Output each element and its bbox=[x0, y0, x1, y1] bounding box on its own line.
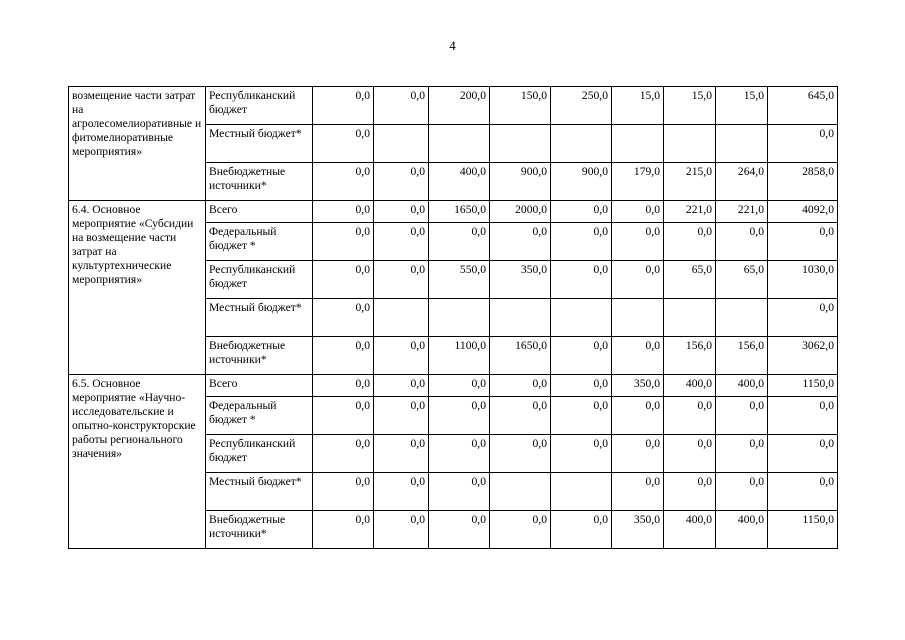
value-cell: 0,0 bbox=[313, 299, 374, 337]
value-cell: 0,0 bbox=[313, 163, 374, 201]
total-cell: 4092,0 bbox=[768, 201, 838, 223]
value-cell: 0,0 bbox=[429, 435, 490, 473]
value-cell: 0,0 bbox=[374, 163, 429, 201]
value-cell bbox=[490, 473, 551, 511]
funding-source-cell: Федеральный бюджет * bbox=[206, 397, 313, 435]
value-cell: 0,0 bbox=[490, 435, 551, 473]
value-cell: 0,0 bbox=[429, 473, 490, 511]
value-cell: 15,0 bbox=[612, 87, 664, 125]
value-cell: 2000,0 bbox=[490, 201, 551, 223]
value-cell: 0,0 bbox=[313, 337, 374, 375]
table-row bbox=[69, 87, 838, 125]
value-cell: 150,0 bbox=[490, 87, 551, 125]
value-cell: 0,0 bbox=[429, 511, 490, 549]
funding-source-cell: Местный бюджет* bbox=[206, 125, 313, 163]
value-cell: 15,0 bbox=[664, 87, 716, 125]
funding-source-cell: Всего bbox=[206, 201, 313, 223]
value-cell: 0,0 bbox=[551, 261, 612, 299]
total-cell: 0,0 bbox=[768, 473, 838, 511]
value-cell: 0,0 bbox=[664, 223, 716, 261]
funding-source-cell: Внебюджетные источники* bbox=[206, 337, 313, 375]
value-cell: 0,0 bbox=[551, 397, 612, 435]
value-cell: 0,0 bbox=[429, 223, 490, 261]
value-cell: 900,0 bbox=[551, 163, 612, 201]
funding-source-cell: Внебюджетные источники* bbox=[206, 163, 313, 201]
total-cell: 2858,0 bbox=[768, 163, 838, 201]
value-cell: 0,0 bbox=[313, 511, 374, 549]
value-cell: 0,0 bbox=[313, 87, 374, 125]
funding-source-cell: Внебюджетные источники* bbox=[206, 511, 313, 549]
value-cell: 900,0 bbox=[490, 163, 551, 201]
value-cell bbox=[551, 473, 612, 511]
table-row bbox=[69, 375, 838, 397]
value-cell: 0,0 bbox=[551, 223, 612, 261]
value-cell bbox=[612, 299, 664, 337]
value-cell: 550,0 bbox=[429, 261, 490, 299]
value-cell: 0,0 bbox=[374, 473, 429, 511]
value-cell: 0,0 bbox=[374, 87, 429, 125]
value-cell: 0,0 bbox=[551, 435, 612, 473]
value-cell: 0,0 bbox=[313, 473, 374, 511]
total-cell: 0,0 bbox=[768, 435, 838, 473]
value-cell: 0,0 bbox=[374, 435, 429, 473]
funding-source-cell: Республиканский бюджет bbox=[206, 87, 313, 125]
funding-source-cell: Федеральный бюджет * bbox=[206, 223, 313, 261]
value-cell: 0,0 bbox=[551, 511, 612, 549]
value-cell: 350,0 bbox=[612, 511, 664, 549]
value-cell: 0,0 bbox=[374, 511, 429, 549]
value-cell bbox=[664, 125, 716, 163]
value-cell bbox=[490, 299, 551, 337]
value-cell: 65,0 bbox=[664, 261, 716, 299]
value-cell: 179,0 bbox=[612, 163, 664, 201]
value-cell bbox=[716, 299, 768, 337]
value-cell: 1100,0 bbox=[429, 337, 490, 375]
value-cell: 0,0 bbox=[313, 435, 374, 473]
value-cell: 1650,0 bbox=[429, 201, 490, 223]
value-cell: 350,0 bbox=[490, 261, 551, 299]
value-cell: 1650,0 bbox=[490, 337, 551, 375]
value-cell: 0,0 bbox=[490, 375, 551, 397]
value-cell: 0,0 bbox=[374, 337, 429, 375]
value-cell: 0,0 bbox=[313, 397, 374, 435]
value-cell: 0,0 bbox=[429, 375, 490, 397]
value-cell: 0,0 bbox=[551, 201, 612, 223]
page-number: 4 bbox=[449, 38, 456, 53]
value-cell: 0,0 bbox=[313, 375, 374, 397]
value-cell: 0,0 bbox=[313, 201, 374, 223]
funding-source-cell: Местный бюджет* bbox=[206, 299, 313, 337]
value-cell: 0,0 bbox=[551, 375, 612, 397]
value-cell bbox=[490, 125, 551, 163]
measure-cell: 6.5. Основное мероприятие «Научно-исследовательские и опытно-конструкторские работы регионального значения» bbox=[69, 375, 206, 549]
value-cell: 350,0 bbox=[612, 375, 664, 397]
value-cell: 0,0 bbox=[612, 223, 664, 261]
value-cell: 156,0 bbox=[716, 337, 768, 375]
value-cell: 0,0 bbox=[612, 337, 664, 375]
value-cell: 0,0 bbox=[374, 261, 429, 299]
total-cell: 0,0 bbox=[768, 223, 838, 261]
value-cell: 0,0 bbox=[664, 473, 716, 511]
value-cell: 0,0 bbox=[490, 397, 551, 435]
table-row bbox=[69, 201, 838, 223]
measure-cell: 6.4. Основное мероприятие «Субсидии на возмещение части затрат на культуртехнические мероприятия» bbox=[69, 201, 206, 375]
value-cell: 400,0 bbox=[664, 511, 716, 549]
value-cell: 0,0 bbox=[716, 435, 768, 473]
value-cell: 400,0 bbox=[664, 375, 716, 397]
value-cell bbox=[429, 125, 490, 163]
value-cell: 0,0 bbox=[716, 473, 768, 511]
value-cell: 250,0 bbox=[551, 87, 612, 125]
total-cell: 3062,0 bbox=[768, 337, 838, 375]
value-cell: 0,0 bbox=[551, 337, 612, 375]
value-cell: 0,0 bbox=[374, 375, 429, 397]
value-cell: 0,0 bbox=[664, 435, 716, 473]
value-cell: 0,0 bbox=[374, 201, 429, 223]
value-cell: 215,0 bbox=[664, 163, 716, 201]
value-cell bbox=[374, 299, 429, 337]
value-cell bbox=[551, 299, 612, 337]
value-cell: 0,0 bbox=[490, 511, 551, 549]
value-cell: 156,0 bbox=[664, 337, 716, 375]
funding-source-cell: Всего bbox=[206, 375, 313, 397]
total-cell: 0,0 bbox=[768, 299, 838, 337]
value-cell: 0,0 bbox=[374, 397, 429, 435]
value-cell: 0,0 bbox=[313, 125, 374, 163]
value-cell bbox=[612, 125, 664, 163]
value-cell: 400,0 bbox=[429, 163, 490, 201]
value-cell: 0,0 bbox=[716, 397, 768, 435]
value-cell: 0,0 bbox=[612, 435, 664, 473]
value-cell: 0,0 bbox=[490, 223, 551, 261]
value-cell: 65,0 bbox=[716, 261, 768, 299]
value-cell: 15,0 bbox=[716, 87, 768, 125]
total-cell: 0,0 bbox=[768, 397, 838, 435]
total-cell: 1150,0 bbox=[768, 375, 838, 397]
value-cell: 221,0 bbox=[716, 201, 768, 223]
value-cell: 0,0 bbox=[374, 223, 429, 261]
funding-source-cell: Местный бюджет* bbox=[206, 473, 313, 511]
budget-table bbox=[68, 86, 838, 549]
value-cell: 0,0 bbox=[313, 223, 374, 261]
value-cell: 200,0 bbox=[429, 87, 490, 125]
funding-source-cell: Республиканский бюджет bbox=[206, 261, 313, 299]
total-cell: 1030,0 bbox=[768, 261, 838, 299]
value-cell: 0,0 bbox=[612, 473, 664, 511]
value-cell bbox=[664, 299, 716, 337]
value-cell: 400,0 bbox=[716, 375, 768, 397]
value-cell: 400,0 bbox=[716, 511, 768, 549]
total-cell: 0,0 bbox=[768, 125, 838, 163]
value-cell bbox=[374, 125, 429, 163]
value-cell: 0,0 bbox=[429, 397, 490, 435]
value-cell: 0,0 bbox=[716, 223, 768, 261]
value-cell: 0,0 bbox=[612, 397, 664, 435]
value-cell bbox=[716, 125, 768, 163]
value-cell: 0,0 bbox=[612, 261, 664, 299]
value-cell: 221,0 bbox=[664, 201, 716, 223]
funding-source-cell: Республиканский бюджет bbox=[206, 435, 313, 473]
value-cell bbox=[551, 125, 612, 163]
value-cell: 0,0 bbox=[664, 397, 716, 435]
total-cell: 645,0 bbox=[768, 87, 838, 125]
value-cell: 0,0 bbox=[313, 261, 374, 299]
total-cell: 1150,0 bbox=[768, 511, 838, 549]
value-cell: 264,0 bbox=[716, 163, 768, 201]
measure-cell: возмещение части затрат на агролесомелиоративные и фитомелиоративные мероприятия» bbox=[69, 87, 206, 201]
value-cell bbox=[429, 299, 490, 337]
value-cell: 0,0 bbox=[612, 201, 664, 223]
